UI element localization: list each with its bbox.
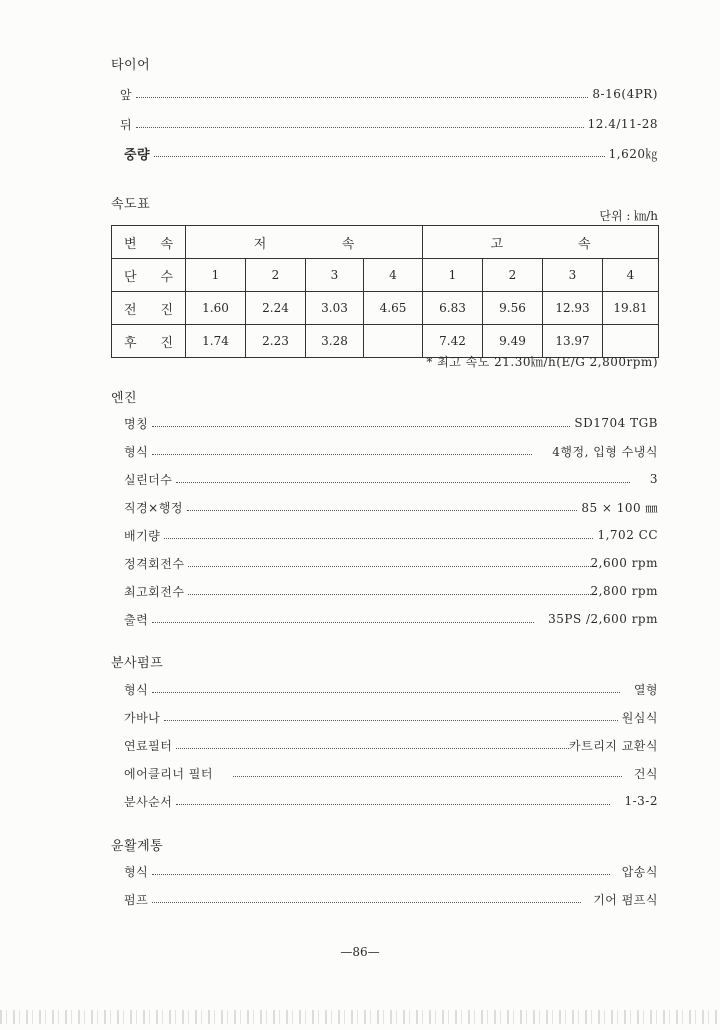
spec-label: 중량 (124, 147, 151, 163)
spec-row (124, 582, 658, 600)
spec-label: 출력 (124, 612, 149, 627)
spec-row (124, 680, 658, 698)
table-cell: 19.81 (603, 292, 659, 325)
spec-row (124, 890, 658, 908)
leader-dots (164, 538, 593, 539)
spec-label: 형식 (124, 682, 149, 697)
table-header-row (112, 226, 659, 259)
table-row-forward (112, 292, 659, 325)
spec-label: 분사순서 (124, 794, 173, 809)
spec-row (124, 736, 658, 754)
spec-row (124, 442, 658, 460)
table-cell: 4 (364, 259, 423, 292)
spec-value: 35PS /2,600 rpm (548, 612, 658, 626)
spec-value: 8-16(4PR) (592, 87, 658, 101)
spec-label: 뒤 (120, 117, 133, 132)
leader-dots (152, 902, 581, 903)
spec-value: 1-3-2 (624, 794, 658, 808)
table-cell: 4 (603, 259, 659, 292)
spec-value: 1,702 CC (597, 528, 658, 542)
spec-label: 배기량 (124, 528, 161, 543)
leader-dots (152, 874, 610, 875)
leader-dots (176, 748, 569, 749)
row-label-forward: 전 진 (112, 292, 186, 325)
spec-row (124, 792, 658, 810)
spec-value: 1,620㎏ (608, 146, 658, 161)
spec-value: 카트리지 교환식 (569, 738, 658, 753)
table-cell: 4.65 (364, 292, 423, 325)
table-cell: 3 (306, 259, 364, 292)
table-cell: 7.42 (423, 325, 483, 358)
table-cell: 3 (543, 259, 603, 292)
leader-dots (188, 566, 590, 567)
leader-dots (152, 692, 620, 693)
spec-row (124, 526, 658, 544)
table-cell: 2 (483, 259, 543, 292)
spec-row (124, 470, 658, 488)
spec-label: 최고회전수 (124, 584, 185, 599)
spec-value: 3 (649, 472, 658, 486)
spec-row (124, 498, 658, 516)
spec-row (120, 85, 658, 103)
table-cell: 9.49 (483, 325, 543, 358)
spec-label: 펌프 (124, 892, 149, 907)
spec-label: 형식 (124, 864, 149, 879)
spec-label: 에어클리너 필터 (124, 766, 213, 781)
leader-dots (176, 482, 629, 483)
leader-dots (136, 97, 588, 98)
spec-value: 2,600 rpm (590, 556, 658, 570)
speed-table (111, 225, 659, 358)
table-cell: 9.56 (483, 292, 543, 325)
section-title-engine: 엔진 (111, 391, 138, 406)
header-high-speed: 고 속 (423, 226, 659, 259)
table-row-gears (112, 259, 659, 292)
spec-row (124, 708, 658, 726)
page-number: —86— (340, 945, 380, 959)
table-cell: 3.28 (306, 325, 364, 358)
table-cell: 13.97 (543, 325, 603, 358)
table-cell: 3.03 (306, 292, 364, 325)
spec-label: 직경×행정 (124, 500, 183, 515)
table-cell: 6.83 (423, 292, 483, 325)
spec-value: 12.4/11-28 (587, 117, 658, 131)
max-speed-note: * 최고 속도 21.30㎞/h(E/G 2,800rpm) (426, 355, 658, 369)
spec-label: 연료필터 (124, 738, 173, 753)
table-cell: 12.93 (543, 292, 603, 325)
table-cell: 1 (423, 259, 483, 292)
table-cell: 1 (186, 259, 246, 292)
header-low-speed: 저 속 (186, 226, 423, 259)
section-title-speed: 속도표 (111, 197, 151, 212)
spec-row (124, 764, 658, 782)
spec-row (124, 862, 658, 880)
scan-artifact-strip (0, 1010, 720, 1024)
spec-row (120, 115, 658, 133)
section-title-tire: 타이어 (111, 58, 151, 73)
table-cell: 2 (246, 259, 306, 292)
spec-value: SD1704 TGB (574, 416, 658, 430)
section-title-injection-pump: 분사펌프 (111, 656, 164, 671)
spec-value: 기어 펌프식 (593, 892, 658, 907)
leader-dots (187, 510, 577, 511)
leader-dots (188, 594, 590, 595)
table-cell: 2.23 (246, 325, 306, 358)
spec-value: 85 × 100 ㎜ (581, 500, 658, 515)
leader-dots (152, 454, 532, 455)
leader-dots (136, 127, 584, 128)
spec-value: 2,800 rpm (590, 584, 658, 598)
spec-label: 형식 (124, 444, 149, 459)
table-cell (364, 325, 423, 358)
leader-dots (152, 426, 570, 427)
spec-row (124, 144, 658, 162)
spec-row (124, 414, 658, 432)
spec-value: 원심식 (621, 710, 658, 725)
spec-label: 명칭 (124, 416, 149, 431)
unit-label: 단위 : ㎞/h (599, 209, 658, 223)
section-title-lubrication: 윤활계통 (111, 839, 164, 854)
spec-value: 건식 (633, 766, 658, 781)
spec-row (124, 554, 658, 572)
table-cell: 1.74 (186, 325, 246, 358)
spec-value: 열형 (633, 682, 658, 697)
leader-dots (164, 720, 617, 721)
row-label-gear: 단 수 (112, 259, 186, 292)
spec-label: 정격회전수 (124, 556, 185, 571)
spec-row (124, 610, 658, 628)
table-cell: 2.24 (246, 292, 306, 325)
leader-dots (152, 622, 534, 623)
spec-label: 앞 (120, 87, 133, 102)
leader-dots (154, 156, 605, 157)
spec-label: 실린더수 (124, 472, 173, 487)
spec-label: 가바나 (124, 710, 161, 725)
spec-value: 압송식 (621, 864, 658, 879)
leader-dots (233, 776, 622, 777)
spec-value: 4행정, 입형 수냉식 (552, 444, 658, 459)
row-label-reverse: 후 진 (112, 325, 186, 358)
table-cell: 1.60 (186, 292, 246, 325)
header-shift: 변 속 (112, 226, 186, 259)
leader-dots (176, 804, 610, 805)
